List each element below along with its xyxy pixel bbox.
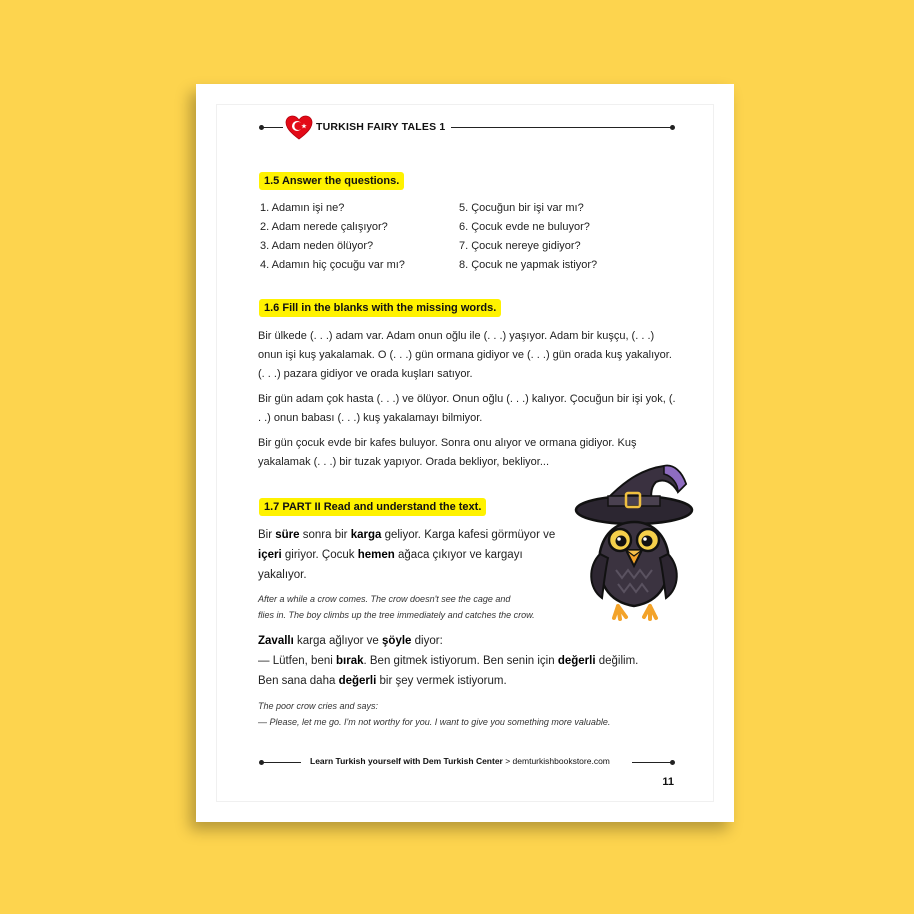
question-6: 6. Çocuk evde ne buluyor? (459, 221, 590, 233)
crow-witch-hat-illustration (574, 462, 694, 624)
question-7: 7. Çocuk nereye gidiyor? (459, 240, 581, 252)
footer-rule-right-dot (670, 760, 675, 765)
translation-paragraph-1: After a while a crow comes. The crow doesn't see the cage and flies in. The boy climbs up the tree immediately and catches the crow. (258, 594, 535, 620)
fill-blank-paragraph-1: Bir ülkede (. . .) adam var. Adam onun oğlu ile (. . .) yaşıyor. Adam bir kuşçu, (. . .) onun işi kuş yakalamak. O (. . .) gün ormana gidiyor ve (. . .) gün orada kuş yakalıyor. (. . .) pazara gidiyor ve orada kuşları satıyor. (258, 330, 672, 380)
turkish-flag-heart-icon (285, 115, 313, 140)
section-1-7-heading: 1.7 PART II Read and understand the text. (259, 498, 486, 516)
question-4: 4. Adamın hiç çocuğu var mı? (260, 259, 405, 271)
page-number: 11 (662, 776, 674, 788)
question-8: 8. Çocuk ne yapmak istiyor? (459, 259, 598, 271)
question-5: 5. Çocuğun bir işi var mı? (459, 202, 584, 214)
footer-rule-right (632, 762, 672, 763)
footer-rule-left (261, 762, 301, 763)
fill-blank-paragraph-2: Bir gün adam çok hasta (. . .) ve ölüyor. Onun oğlu (. . .) kalıyor. Çocuğun bir işi yok, (. . .) onun babası (. . .) kuş yakalamayı bilmiyor. (258, 393, 676, 424)
story-paragraph-2: Zavallı karga ağlıyor ve şöyle diyor: — Lütfen, beni bırak. Ben gitmek istiyorum. Ben senin için değerli değilim. Ben sana daha değerli bir şey vermek istiyorum. (258, 635, 639, 687)
header-rule-right (451, 127, 671, 128)
fill-blank-paragraph-3: Bir gün çocuk evde bir kafes buluyor. Sonra onu alıyor ve ormana gidiyor. Kuş yakalamak (. . .) bir tuzak yapıyor. Orada bekliyor, bekliyor... (258, 437, 637, 468)
footer-text: Learn Turkish yourself with Dem Turkish Center > demturkishbookstore.com (310, 756, 610, 766)
story-paragraph-1: Bir süre sonra bir karga geliyor. Karga kafesi görmüyor ve içeri giriyor. Çocuk hemen ağaca çıkıyor ve kargayı yakalıyor. (258, 529, 556, 581)
brand-title: TURKISH FAIRY TALES 1 (316, 121, 446, 133)
book-page (196, 84, 734, 822)
header-rule-left (261, 127, 283, 128)
header-rule-right-dot (670, 125, 675, 130)
question-3: 3. Adam neden ölüyor? (260, 240, 374, 252)
question-2: 2. Adam nerede çalışıyor? (260, 221, 388, 233)
question-1: 1. Adamın işi ne? (260, 202, 345, 214)
translation-paragraph-2: The poor crow cries and says: — Please, let me go. I'm not worthy for you. I want to give you something more valuable. (258, 701, 611, 727)
section-1-6-heading: 1.6 Fill in the blanks with the missing words. (259, 299, 501, 317)
section-1-5-heading: 1.5 Answer the questions. (259, 172, 404, 190)
